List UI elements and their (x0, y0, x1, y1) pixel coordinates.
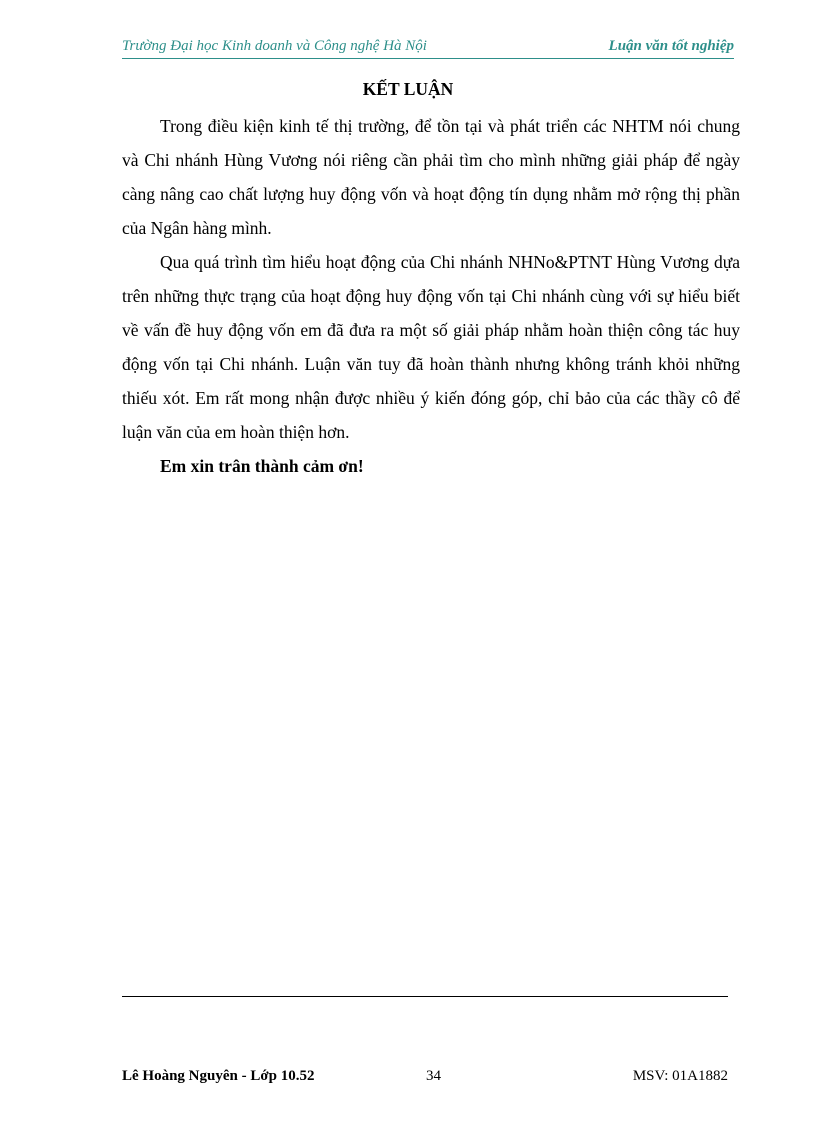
paragraph-thanks: Em xin trân thành cảm ơn! (160, 456, 364, 476)
header-school-name: Trường Đại học Kinh doanh và Công nghệ Hà Nội (122, 38, 427, 54)
paragraph-intro: Trong điều kiện kinh tế thị trường, để tồn tại và phát triển các NHTM nói chung và Chi nhánh Hùng Vương nói riêng cần phải tìm cho mình những giải pháp để ngày càng nâng cao chất lượng huy động vốn và hoạt động tín dụng nhằm mở rộng thị phần của Ngân hàng mình. (122, 116, 740, 238)
footer-page-number: 34 (426, 1068, 441, 1084)
footer-student-id: MSV: 01A1882 (632, 1068, 728, 1084)
page-header (122, 36, 734, 59)
header-document-type: Luận văn tốt nghiệp (608, 38, 734, 54)
footer-divider (122, 996, 728, 997)
footer-author: Lê Hoàng Nguyên - Lớp 10.52 (122, 1068, 315, 1084)
paragraph-summary: Qua quá trình tìm hiểu hoạt động của Chi nhánh NHNo&PTNT Hùng Vương dựa trên những thực trạng của hoạt động huy động vốn tại Chi nhánh cùng với sự hiểu biết về vấn đề huy động vốn em đã đưa ra một số giải pháp nhằm hoàn thiện công tác huy động vốn tại Chi nhánh. Luận văn tuy đã hoàn thành nhưng không tránh khỏi những thiếu xót. Em rất mong nhận được nhiều ý kiến đóng góp, chỉ bảo của các thầy cô để luận văn của em hoàn thiện hơn. (122, 252, 740, 442)
body-text (122, 109, 740, 483)
page-title: KẾT LUẬN (362, 79, 454, 99)
